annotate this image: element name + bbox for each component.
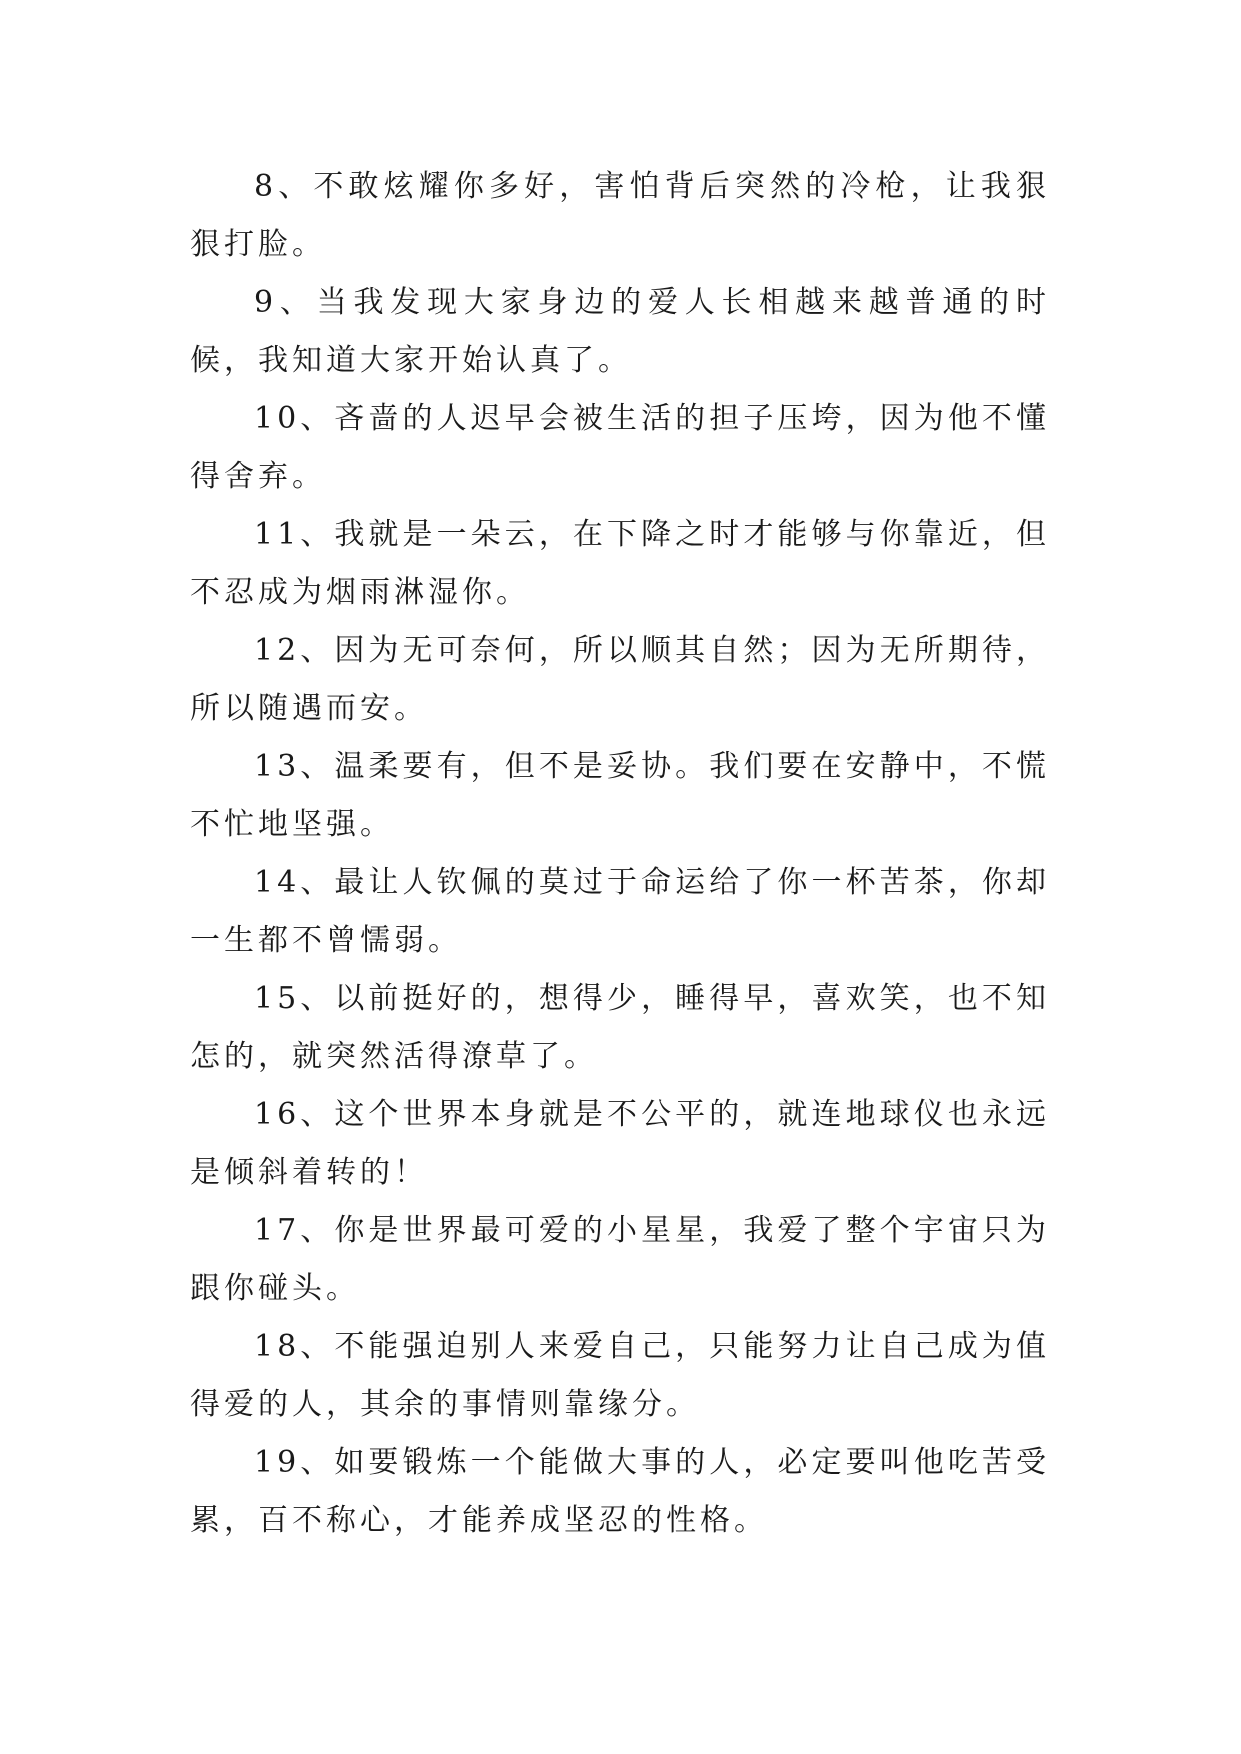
quote-paragraph-16: 16、这个世界本身就是不公平的，就连地球仪也永远是倾斜着转的！ <box>190 1097 1050 1190</box>
quote-paragraph-12: 12、因为无可奈何，所以顺其自然；因为无所期待，所以随遇而安。 <box>190 633 1050 726</box>
document-body <box>190 158 1050 1550</box>
quote-paragraph-9: 9、当我发现大家身边的爱人长相越来越普通的时候，我知道大家开始认真了。 <box>190 285 1050 378</box>
quote-paragraph-15: 15、以前挺好的，想得少，睡得早，喜欢笑，也不知怎的，就突然活得潦草了。 <box>190 981 1050 1074</box>
quote-paragraph-18: 18、不能强迫别人来爱自己，只能努力让自己成为值得爱的人，其余的事情则靠缘分。 <box>190 1329 1050 1422</box>
quote-paragraph-17: 17、你是世界最可爱的小星星，我爱了整个宇宙只为跟你碰头。 <box>190 1213 1050 1306</box>
quote-paragraph-10: 10、吝啬的人迟早会被生活的担子压垮，因为他不懂得舍弃。 <box>190 401 1050 494</box>
quote-paragraph-14: 14、最让人钦佩的莫过于命运给了你一杯苦茶，你却一生都不曾懦弱。 <box>190 865 1050 958</box>
quote-paragraph-11: 11、我就是一朵云，在下降之时才能够与你靠近，但不忍成为烟雨淋湿你。 <box>190 517 1050 610</box>
quote-paragraph-19: 19、如要锻炼一个能做大事的人，必定要叫他吃苦受累，百不称心，才能养成坚忍的性格。 <box>190 1445 1050 1538</box>
quote-paragraph-8: 8、不敢炫耀你多好，害怕背后突然的冷枪，让我狠狠打脸。 <box>190 169 1050 262</box>
quote-paragraph-13: 13、温柔要有，但不是妥协。我们要在安静中，不慌不忙地坚强。 <box>190 749 1050 842</box>
